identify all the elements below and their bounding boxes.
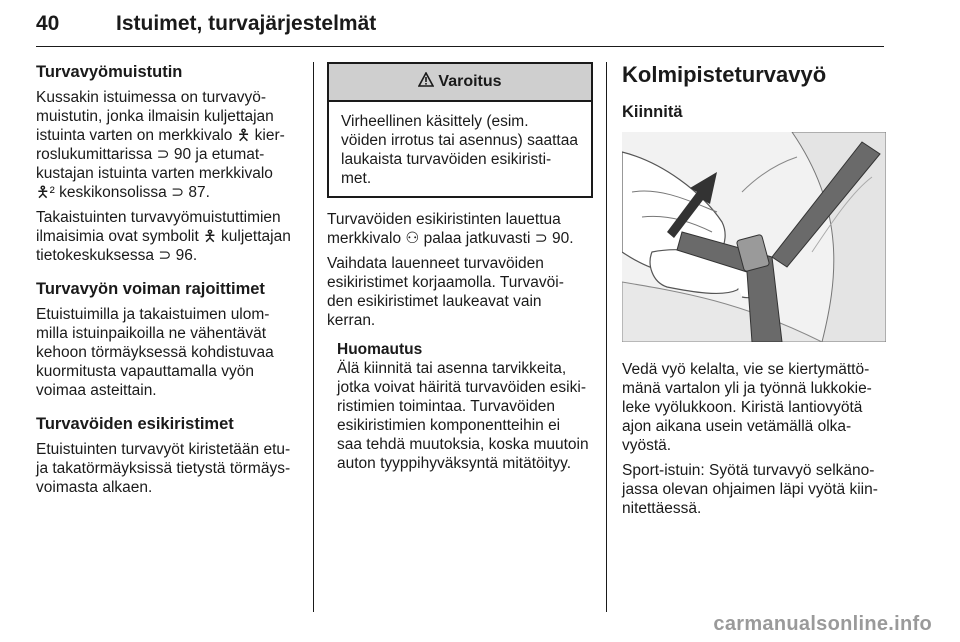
column-middle <box>327 62 593 479</box>
page-header <box>36 12 884 47</box>
note-text: Älä kiinnitä tai asenna tarvikkeita, jotka voivat häiritä turvavöiden esiki- ristimien toimintaa. Turvavöiden esikiristimien komponentteihin ei saa tehdä muutoksia, koska muutoin auton tyyppihyväksyntä mitätöityy. <box>337 360 589 472</box>
seatbelt-fastening-illustration <box>622 132 886 342</box>
warning-text: Virheellinen käsittely (esim. vöiden irrotus tai asennus) saattaa laukaista turvavöiden esikiristi- met. <box>341 113 578 187</box>
paragraph: Sport-istuin: Syötä turvavyö selkäno- jassa olevan ohjaimen läpi vyötä kiin- nitettäessä. <box>622 462 878 517</box>
section-title-pretensioners: Turvavöiden esikiristimet <box>36 415 234 433</box>
chapter-title: Istuimet, turvajärjestelmät <box>116 12 377 35</box>
paragraph: Kussakin istuimessa on turvavyö- muistutin, jonka ilmaisin kuljettajan istuinta varten on merkkivalo 🯅 kier- roslukumittarissa ⊃ 90 ja etumat- kustajan istuinta varten merkkivalo 🯅² keskikonsolissa ⊃ 87. <box>36 89 285 201</box>
warning-title: Varoitus <box>438 73 502 90</box>
column-divider <box>313 62 314 612</box>
paragraph: Etuistuimilla ja takaistuimen ulom- milla istuinpaikoilla ne vähentävät kehoon törmäyksessä kohdistuvaa kuormitusta vapauttamalla vyön voimaa asteittain. <box>36 306 274 399</box>
paragraph: Vedä vyö kelalta, vie se kiertymättö- mänä vartalon yli ja työnnä lukkokie- leke vyölukkoon. Kiristä lantiovyötä ajon aikana usein vetämällä olka- vyöstä. <box>622 361 872 454</box>
column-left <box>36 62 300 503</box>
page-number: 40 <box>36 12 60 35</box>
warning-triangle-icon <box>418 72 434 92</box>
paragraph: Takaistuinten turvavyömuistuttimien ilmaisimia ovat symbolit 🯅 kuljettajan tietokeskuksessa ⊃ 96. <box>36 209 291 264</box>
section-title-force-limiters: Turvavyön voiman rajoittimet <box>36 280 265 298</box>
note-title: Huomautus <box>337 341 423 358</box>
subsection-title-fasten: Kiinnitä <box>622 103 683 121</box>
warning-header <box>329 64 591 102</box>
section-title-seatbelt-reminder: Turvavyömuistutin <box>36 63 183 81</box>
paragraph: Etuistuinten turvavyöt kiristetään etu- ja takatörmäyksissä tietystä törmäys- voimasta alkaen. <box>36 441 291 496</box>
paragraph: Turvavöiden esikiristinten lauettua merkkivalo ⚇ palaa jatkuvasti ⊃ 90. <box>327 211 574 247</box>
watermark: carmanualsonline.info <box>713 613 932 635</box>
column-divider <box>606 62 607 612</box>
section-title-three-point-belt: Kolmipisteturvavyö <box>622 62 827 87</box>
note-block <box>327 340 593 473</box>
paragraph: Vaihdata lauenneet turvavöiden esikiristimet korjaamolla. Turvavöi- den esikiristimet laukeavat vain kerran. <box>327 255 564 329</box>
warning-box <box>327 62 593 198</box>
column-right <box>622 62 886 524</box>
